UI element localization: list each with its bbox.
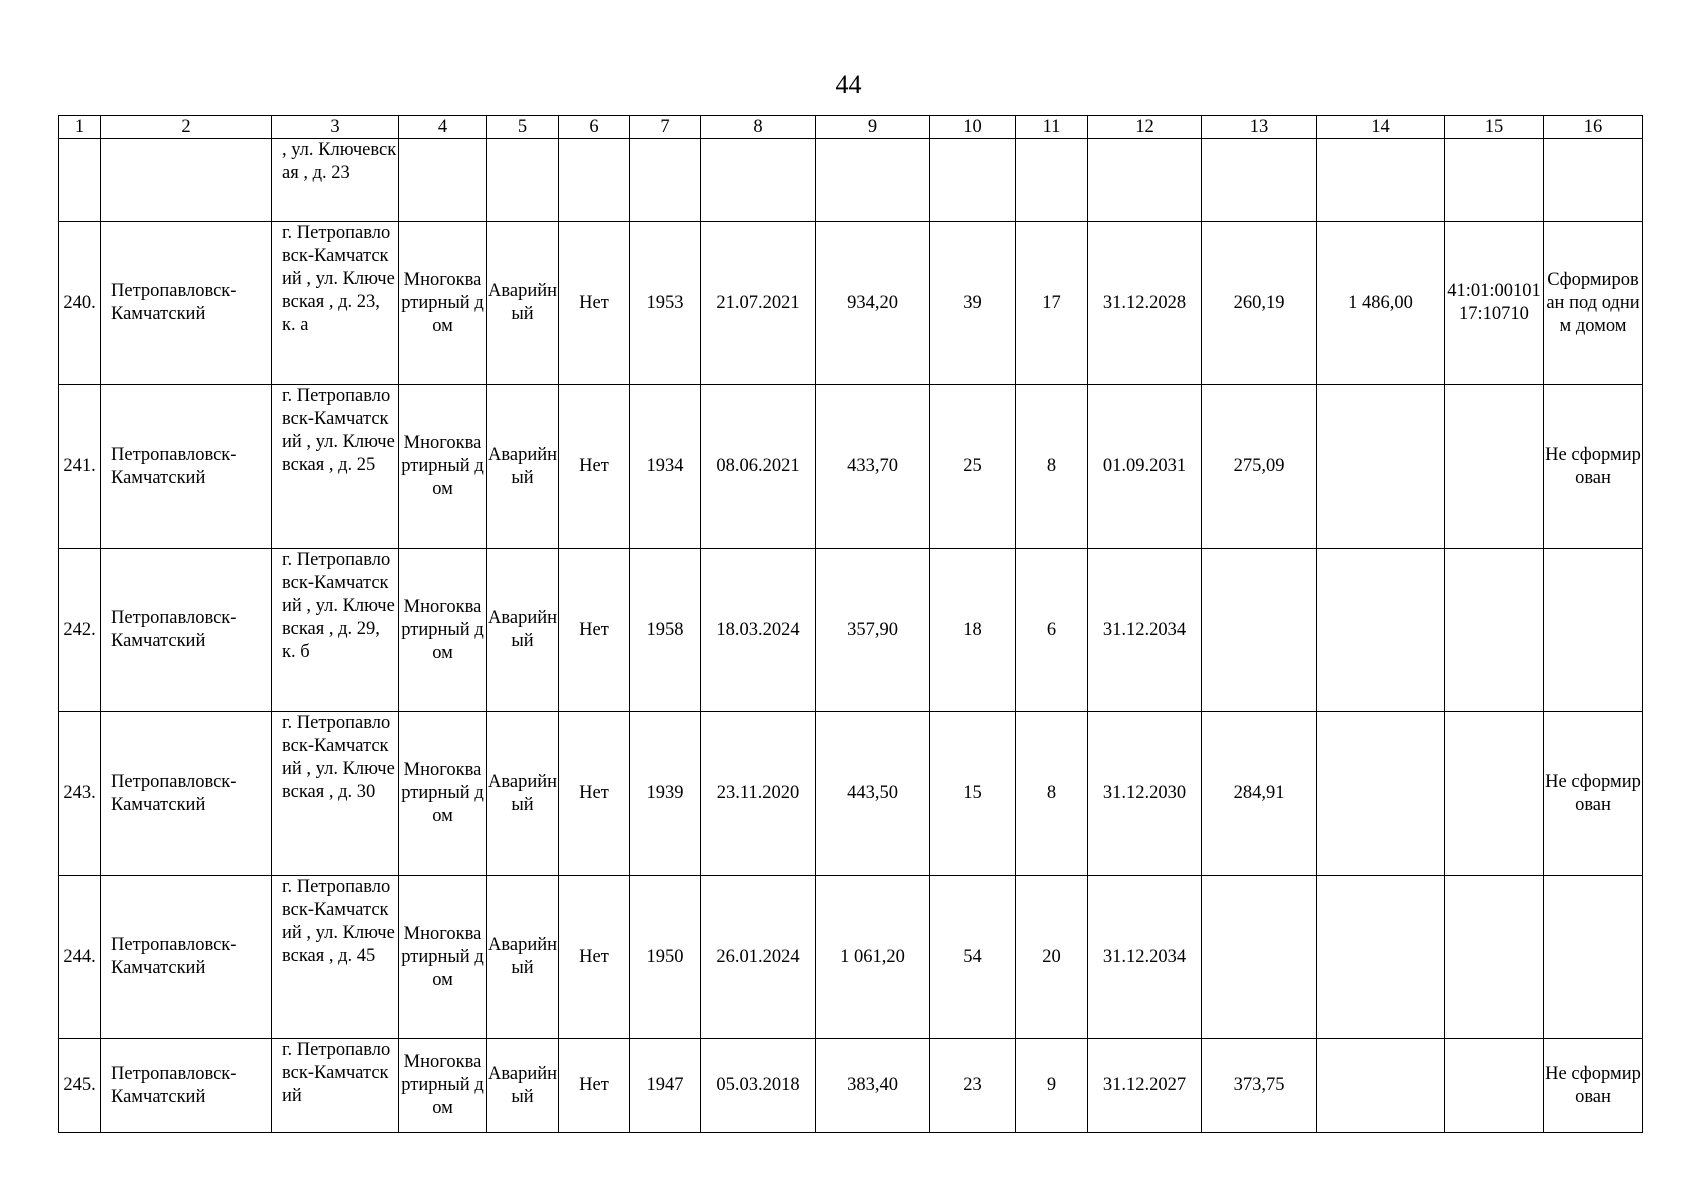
column-number: 4 xyxy=(399,116,487,139)
table-row xyxy=(59,139,1643,222)
cell-land-status xyxy=(1544,549,1643,712)
cell-land-status: Не сформирован xyxy=(1544,385,1643,549)
cell-row-number xyxy=(59,139,101,222)
cell-cadastral-number xyxy=(1445,712,1544,876)
cell-building-type: Многоквартирный дом xyxy=(399,222,487,385)
cell-land-area: 373,75 xyxy=(1202,1039,1317,1133)
cell-municipality: Петропавловск-Камчатский xyxy=(101,549,272,712)
cell-residents-count: 25 xyxy=(930,385,1016,549)
cell-recognition-date: 23.11.2020 xyxy=(701,712,816,876)
column-number: 14 xyxy=(1317,116,1445,139)
cell-plot-area xyxy=(1317,139,1445,222)
cell-apartments-count: 8 xyxy=(1016,385,1088,549)
cell-area-value: 934,20 xyxy=(816,222,930,385)
cell-land-status: Не сформирован xyxy=(1544,712,1643,876)
table-row xyxy=(59,549,1643,712)
table-row xyxy=(59,1039,1643,1133)
cell-address: , ул. Ключевская , д. 23 xyxy=(272,139,399,222)
cell-recognition-date: 21.07.2021 xyxy=(701,222,816,385)
cell-apartments-count: 20 xyxy=(1016,876,1088,1039)
column-number: 3 xyxy=(272,116,399,139)
cell-flag-value: Нет xyxy=(559,222,630,385)
column-number: 7 xyxy=(630,116,701,139)
cell-building-type xyxy=(399,139,487,222)
cell-apartments-count: 9 xyxy=(1016,1039,1088,1133)
cell-relocation-date: 31.12.2028 xyxy=(1088,222,1202,385)
cell-row-number: 245. xyxy=(59,1039,101,1133)
column-number: 1 xyxy=(59,116,101,139)
cell-cadastral-number xyxy=(1445,1039,1544,1133)
cell-area-value: 383,40 xyxy=(816,1039,930,1133)
cell-year-built: 1934 xyxy=(630,385,701,549)
cell-address: г. Петропавловск-Камчатский , ул. Ключевская , д. 45 xyxy=(272,876,399,1039)
cell-cadastral-number: 41:01:0010117:10710 xyxy=(1445,222,1544,385)
cell-plot-area xyxy=(1317,712,1445,876)
table-row xyxy=(59,385,1643,549)
cell-apartments-count: 8 xyxy=(1016,712,1088,876)
cell-relocation-date: 31.12.2027 xyxy=(1088,1039,1202,1133)
cell-condition: Аварийный xyxy=(487,385,559,549)
cell-condition: Аварийный xyxy=(487,222,559,385)
cell-apartments-count xyxy=(1016,139,1088,222)
cell-address: г. Петропавловск-Камчатский xyxy=(272,1039,399,1133)
cell-cadastral-number xyxy=(1445,876,1544,1039)
column-number: 9 xyxy=(816,116,930,139)
cell-building-type: Многоквартирный дом xyxy=(399,549,487,712)
column-number: 13 xyxy=(1202,116,1317,139)
cell-land-area: 260,19 xyxy=(1202,222,1317,385)
cell-residents-count: 39 xyxy=(930,222,1016,385)
table-row xyxy=(59,712,1643,876)
cell-recognition-date: 08.06.2021 xyxy=(701,385,816,549)
cell-year-built: 1953 xyxy=(630,222,701,385)
column-number-row xyxy=(59,116,1643,139)
cell-land-area: 284,91 xyxy=(1202,712,1317,876)
cell-cadastral-number xyxy=(1445,139,1544,222)
cell-plot-area xyxy=(1317,385,1445,549)
cell-recognition-date: 05.03.2018 xyxy=(701,1039,816,1133)
cell-flag-value xyxy=(559,139,630,222)
cell-land-area: 275,09 xyxy=(1202,385,1317,549)
cell-municipality: Петропавловск-Камчатский xyxy=(101,385,272,549)
cell-flag-value: Нет xyxy=(559,876,630,1039)
cell-relocation-date: 31.12.2034 xyxy=(1088,549,1202,712)
table-row xyxy=(59,222,1643,385)
cell-area-value: 357,90 xyxy=(816,549,930,712)
cell-area-value: 443,50 xyxy=(816,712,930,876)
cell-area-value: 1 061,20 xyxy=(816,876,930,1039)
cell-land-status xyxy=(1544,139,1643,222)
cell-relocation-date: 31.12.2030 xyxy=(1088,712,1202,876)
cell-row-number: 244. xyxy=(59,876,101,1039)
cell-address: г. Петропавловск-Камчатский , ул. Ключевская , д. 29, к. б xyxy=(272,549,399,712)
cell-relocation-date: 31.12.2034 xyxy=(1088,876,1202,1039)
cell-apartments-count: 17 xyxy=(1016,222,1088,385)
cell-row-number: 240. xyxy=(59,222,101,385)
column-number: 2 xyxy=(101,116,272,139)
column-number: 15 xyxy=(1445,116,1544,139)
column-number: 8 xyxy=(701,116,816,139)
cell-condition: Аварийный xyxy=(487,1039,559,1133)
column-number: 12 xyxy=(1088,116,1202,139)
column-number: 6 xyxy=(559,116,630,139)
cell-recognition-date: 26.01.2024 xyxy=(701,876,816,1039)
cell-condition xyxy=(487,139,559,222)
cell-land-area xyxy=(1202,549,1317,712)
cell-cadastral-number xyxy=(1445,385,1544,549)
cell-municipality: Петропавловск-Камчатский xyxy=(101,222,272,385)
cell-land-status xyxy=(1544,876,1643,1039)
cell-land-status: Сформирован под одним домом xyxy=(1544,222,1643,385)
column-number: 11 xyxy=(1016,116,1088,139)
cell-cadastral-number xyxy=(1445,549,1544,712)
cell-flag-value: Нет xyxy=(559,712,630,876)
cell-residents-count: 15 xyxy=(930,712,1016,876)
column-number: 16 xyxy=(1544,116,1643,139)
cell-recognition-date: 18.03.2024 xyxy=(701,549,816,712)
cell-municipality xyxy=(101,139,272,222)
cell-building-type: Многоквартирный дом xyxy=(399,385,487,549)
cell-condition: Аварийный xyxy=(487,549,559,712)
cell-row-number: 243. xyxy=(59,712,101,876)
cell-area-value xyxy=(816,139,930,222)
cell-building-type: Многоквартирный дом xyxy=(399,1039,487,1133)
cell-land-area xyxy=(1202,876,1317,1039)
cell-relocation-date xyxy=(1088,139,1202,222)
cell-address: г. Петропавловск-Камчатский , ул. Ключевская , д. 23, к. а xyxy=(272,222,399,385)
cell-flag-value: Нет xyxy=(559,549,630,712)
cell-plot-area: 1 486,00 xyxy=(1317,222,1445,385)
cell-year-built: 1958 xyxy=(630,549,701,712)
cell-row-number: 241. xyxy=(59,385,101,549)
cell-plot-area xyxy=(1317,549,1445,712)
cell-land-area xyxy=(1202,139,1317,222)
cell-municipality: Петропавловск-Камчатский xyxy=(101,1039,272,1133)
table-row xyxy=(59,876,1643,1039)
cell-condition: Аварийный xyxy=(487,876,559,1039)
cell-plot-area xyxy=(1317,1039,1445,1133)
cell-plot-area xyxy=(1317,876,1445,1039)
cell-condition: Аварийный xyxy=(487,712,559,876)
cell-flag-value: Нет xyxy=(559,1039,630,1133)
cell-building-type: Многоквартирный дом xyxy=(399,712,487,876)
column-number: 10 xyxy=(930,116,1016,139)
cell-residents-count: 54 xyxy=(930,876,1016,1039)
cell-address: г. Петропавловск-Камчатский , ул. Ключевская , д. 30 xyxy=(272,712,399,876)
cell-recognition-date xyxy=(701,139,816,222)
cell-land-status: Не сформирован xyxy=(1544,1039,1643,1133)
column-number: 5 xyxy=(487,116,559,139)
housing-register-table xyxy=(58,115,1643,1133)
cell-flag-value: Нет xyxy=(559,385,630,549)
cell-municipality: Петропавловск-Камчатский xyxy=(101,712,272,876)
cell-building-type: Многоквартирный дом xyxy=(399,876,487,1039)
cell-area-value: 433,70 xyxy=(816,385,930,549)
cell-residents-count: 18 xyxy=(930,549,1016,712)
cell-year-built: 1939 xyxy=(630,712,701,876)
cell-residents-count: 23 xyxy=(930,1039,1016,1133)
cell-year-built xyxy=(630,139,701,222)
cell-apartments-count: 6 xyxy=(1016,549,1088,712)
cell-year-built: 1947 xyxy=(630,1039,701,1133)
cell-year-built: 1950 xyxy=(630,876,701,1039)
cell-address: г. Петропавловск-Камчатский , ул. Ключевская , д. 25 xyxy=(272,385,399,549)
cell-row-number: 242. xyxy=(59,549,101,712)
cell-relocation-date: 01.09.2031 xyxy=(1088,385,1202,549)
cell-residents-count xyxy=(930,139,1016,222)
page-number: 44 xyxy=(835,70,862,99)
cell-municipality: Петропавловск-Камчатский xyxy=(101,876,272,1039)
